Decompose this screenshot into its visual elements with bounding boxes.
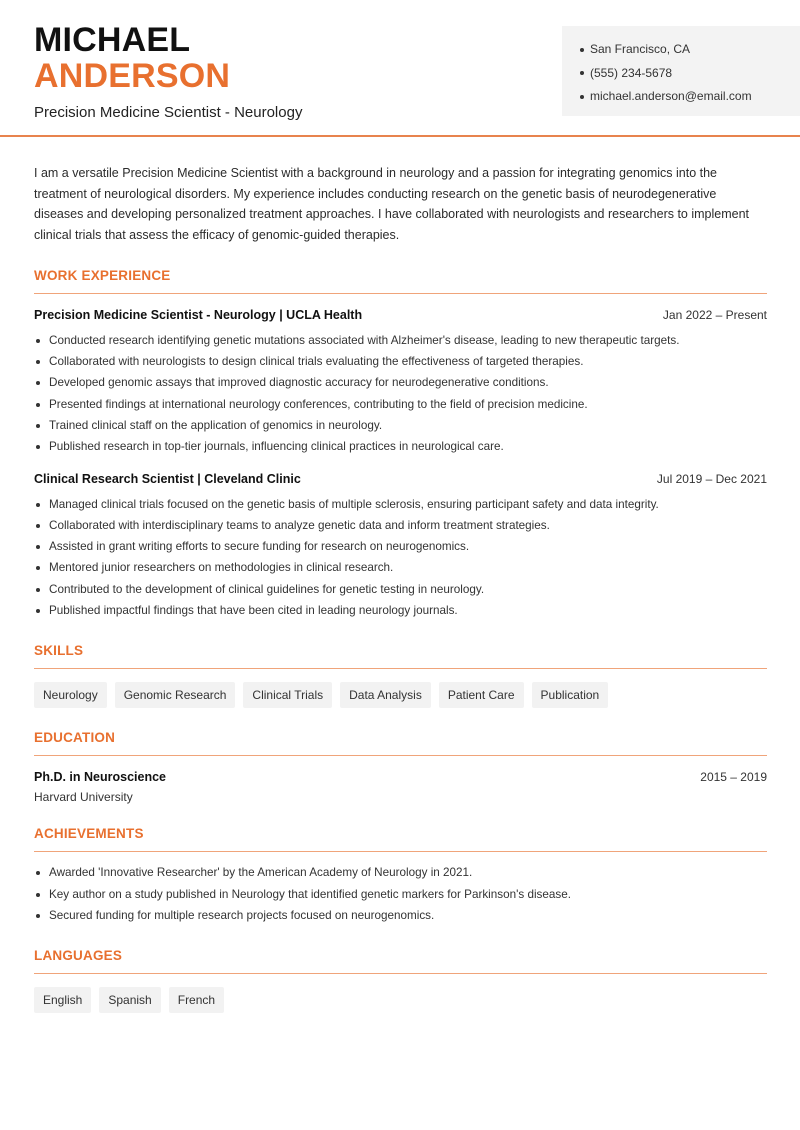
bullet-text: Managed clinical trials focused on the genetic basis of multiple sclerosis, ensuring participant safety and data integrity. [49, 497, 659, 511]
bullet-icon [36, 360, 40, 364]
education-header [34, 770, 767, 784]
skill-tag: Patient Care [439, 682, 524, 708]
list-item [34, 600, 767, 621]
education-dates: 2015 – 2019 [700, 770, 767, 785]
list-item [34, 905, 767, 926]
bullet-icon [580, 48, 584, 52]
list-item [34, 415, 767, 436]
section-title-work: WORK EXPERIENCE [34, 268, 767, 294]
bullet-icon [36, 339, 40, 343]
bullet-text: Contributed to the development of clinical guidelines for genetic testing in neurology. [49, 582, 485, 596]
bullet-text: Secured funding for multiple research projects focused on neurogenomics. [49, 908, 435, 922]
bullet-icon [36, 503, 40, 507]
bullet-icon [36, 545, 40, 549]
language-tags [34, 987, 767, 1013]
first-name: MICHAEL [34, 21, 191, 59]
bullet-text: Published impactful findings that have been cited in leading neurology journals. [49, 604, 458, 618]
section-title-languages: LANGUAGES [34, 948, 767, 974]
school: Harvard University [34, 790, 133, 805]
education-section [34, 730, 767, 804]
bullet-icon [36, 588, 40, 592]
bullet-icon [580, 71, 584, 75]
list-item [34, 494, 767, 515]
bullet-text: Developed genomic assays that improved diagnostic accuracy for neurodegenerative conditions. [49, 376, 549, 390]
language-tag: French [169, 987, 224, 1013]
list-item [34, 536, 767, 557]
achievement-bullets [34, 862, 767, 926]
work-experience-section [34, 268, 767, 622]
bullet-icon [36, 566, 40, 570]
bullet-icon [36, 403, 40, 407]
section-title-skills: SKILLS [34, 643, 767, 669]
bullet-text: Conducted research identifying genetic mutations associated with Alzheimer's disease, leading to new therapeutic targets. [49, 333, 680, 347]
contact-location [580, 38, 800, 62]
achievements-section [34, 826, 767, 926]
bullet-text: Trained clinical staff on the application of genomics in neurology. [49, 419, 383, 432]
skills-section [34, 643, 767, 708]
bullet-icon [36, 524, 40, 528]
skills-tags [34, 682, 767, 708]
bullet-icon [580, 95, 584, 99]
languages-section [34, 948, 767, 1013]
resume-content [34, 163, 767, 1013]
list-item [34, 436, 767, 457]
language-tag: English [34, 987, 91, 1013]
bullet-text: Mentored junior researchers on methodologies in clinical research. [49, 561, 394, 575]
job-role: Clinical Research Scientist | Cleveland Clinic [34, 471, 301, 486]
bullet-text: Assisted in grant writing efforts to secure funding for research on neurogenomics. [49, 540, 470, 554]
bullet-text: Collaborated with interdisciplinary teams to analyze genetic data and inform treatment strategies. [49, 518, 550, 532]
list-item [34, 557, 767, 578]
job-dates: Jan 2022 – Present [662, 307, 767, 322]
location-text: San Francisco, CA [590, 42, 691, 56]
list-item [34, 330, 767, 351]
bullet-icon [36, 381, 40, 385]
language-tag: Spanish [99, 987, 160, 1013]
job-dates: Jul 2019 – Dec 2021 [656, 471, 767, 486]
bullet-text: Collaborated with neurologists to design clinical trials evaluating the effectiveness of targeted therapies. [49, 355, 584, 369]
job-bullets [34, 330, 767, 458]
job-header [34, 308, 767, 322]
bullet-icon [36, 609, 40, 613]
section-title-achievements: ACHIEVEMENTS [34, 826, 767, 852]
phone-text: (555) 234-5678 [590, 65, 673, 80]
bullet-icon [36, 445, 40, 449]
job-header [34, 472, 767, 486]
bullet-text: Published research in top-tier journals, influencing clinical practices in neurological care. [49, 440, 504, 454]
skill-tag: Data Analysis [340, 682, 431, 708]
contact-phone [580, 62, 800, 86]
resume-header [0, 0, 800, 137]
list-item [34, 862, 767, 883]
skill-tag: Genomic Research [115, 682, 236, 708]
bullet-icon [36, 893, 40, 897]
list-item [34, 579, 767, 600]
skill-tag: Neurology [34, 682, 107, 708]
last-name: ANDERSON [34, 57, 231, 95]
bullet-icon [36, 424, 40, 428]
job-entry [34, 472, 767, 622]
bullet-text: Presented findings at international neurology conferences, contributing to the field of precision medicine. [49, 397, 588, 411]
bullet-text: Awarded 'Innovative Researcher' by the American Academy of Neurology in 2021. [49, 866, 473, 880]
job-title: Precision Medicine Scientist - Neurology [34, 104, 303, 121]
skill-tag: Clinical Trials [243, 682, 332, 708]
section-title-education: EDUCATION [34, 730, 767, 756]
contact-box [562, 26, 800, 116]
job-bullets [34, 494, 767, 622]
education-entry [34, 770, 767, 804]
degree: Ph.D. in Neuroscience [34, 770, 166, 785]
bullet-icon [36, 871, 40, 875]
list-item [34, 884, 767, 905]
list-item [34, 394, 767, 415]
summary: I am a versatile Precision Medicine Scientist with a background in neurology and a passion for integrating genomics into the treatment of neurological disorders. My experience includes conducting research on the genetic basis of neurodegenerative diseases and developing personalized treatment approaches. I have collaborated with neurologists and researchers to implement clinical trials that assess the efficacy of genomic-guided therapies. [34, 166, 750, 243]
bullet-text: Key author on a study published in Neurology that identified genetic markers for Parkinson's disease. [49, 887, 571, 901]
name-block [34, 22, 302, 121]
list-item [34, 372, 767, 393]
bullet-icon [36, 914, 40, 918]
skill-tag: Publication [532, 682, 609, 708]
email-text: michael.anderson@email.com [590, 89, 752, 103]
job-entry [34, 308, 767, 458]
contact-email [580, 85, 800, 109]
list-item [34, 351, 767, 372]
list-item [34, 515, 767, 536]
job-role: Precision Medicine Scientist - Neurology | UCLA Health [34, 307, 363, 322]
